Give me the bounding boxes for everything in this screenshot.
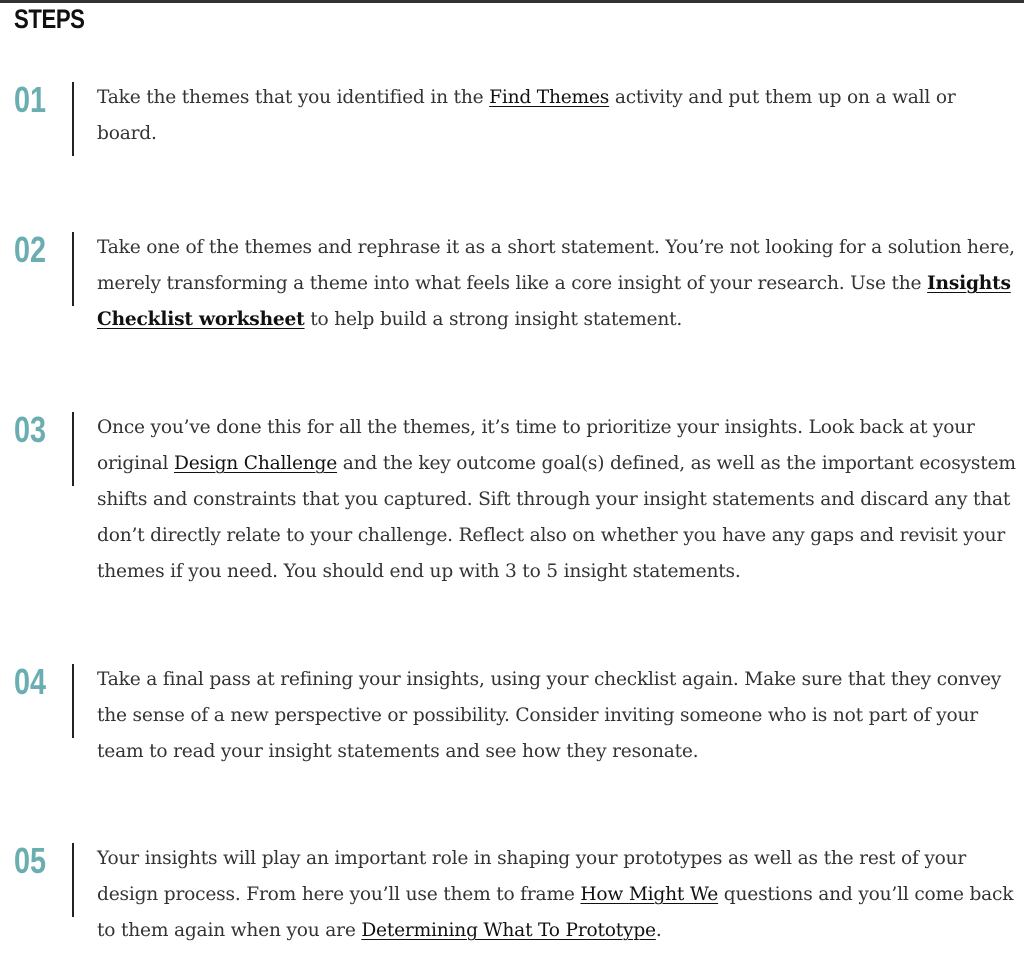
top-rule	[0, 0, 1024, 3]
step-text-part: Your insights will play an important role in shaping your prototypes as well as the rest of your design process. From here you’ll use them to frame	[97, 848, 967, 905]
step-divider	[72, 843, 74, 917]
step-text	[97, 410, 1017, 590]
step-divider	[72, 412, 74, 486]
step-divider	[72, 232, 74, 306]
step-text-part: activity and put them up on a wall or board.	[97, 87, 956, 144]
step-text	[97, 230, 1017, 338]
insights-checklist-worksheet-link[interactable]: Insights Checklist worksheet	[97, 273, 1011, 330]
step-number: 04	[14, 661, 47, 702]
step-text	[97, 80, 1017, 152]
determining-what-to-prototype-link[interactable]: Determining What To Prototype	[361, 920, 656, 941]
find-themes-link[interactable]: Find Themes	[489, 87, 610, 108]
step-divider	[72, 664, 74, 738]
step-text-part: Take one of the themes and rephrase it as a short statement. You’re not looking for a solution here, merely transforming a theme into what feels like a core insight of your research. Use the	[97, 237, 1015, 294]
step-text	[97, 841, 1017, 949]
step-text	[97, 662, 1017, 770]
step-number: 05	[14, 840, 47, 881]
step-text-part: .	[655, 920, 662, 941]
step-text-part: to help build a strong insight statement.	[304, 309, 683, 330]
steps-heading: STEPS	[14, 4, 85, 34]
step-text-part: Once you’ve done this for all the themes, it’s time to prioritize your insights. Look back at your original	[97, 417, 975, 474]
step-text-part: Take the themes that you identified in the	[97, 87, 490, 108]
how-might-we-link[interactable]: How Might We	[580, 884, 719, 905]
step-text-part: Take a final pass at refining your insights, using your checklist again. Make sure that they convey the sense of a new perspective or possibility. Consider inviting someone who is not part of your team to read your insight statements and see how they resonate.	[97, 669, 1002, 762]
step-number: 03	[14, 409, 47, 450]
step-number: 02	[14, 229, 47, 270]
step-text-part: and the key outcome goal(s) defined, as well as the important ecosystem shifts and constraints that you captured. Sift through your insight statements and discard any that don’t directly relate to your challenge. Reflect also on whether you have any gaps and revisit your themes if you need. You should end up with 3 to 5 insight statements.	[97, 453, 1016, 582]
design-challenge-link[interactable]: Design Challenge	[174, 453, 338, 474]
step-divider	[72, 82, 74, 156]
step-number: 01	[14, 79, 47, 120]
step-text-part: questions and you’ll come back to them again when you are	[97, 884, 1014, 941]
